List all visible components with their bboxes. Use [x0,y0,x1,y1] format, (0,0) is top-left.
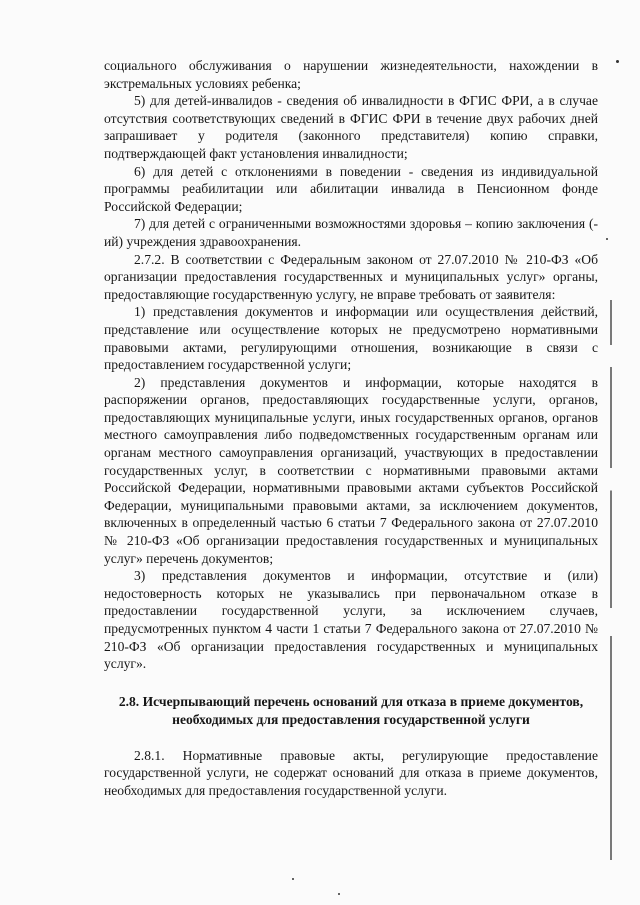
scan-speck [616,60,619,63]
scan-edge-artifact [610,300,612,860]
section-heading: 2.8. Исчерпывающий перечень оснований для отказа в приеме документов, необходимых для предоставления государственной услуги [118,693,584,727]
paragraph-7: 2) представления документов и информации, которые находятся в распоряжении органов, предоставляющих государственные услуги, органов, предоставляющих муниципальные услуги, иных государственных органов, органов местного самоуправления либо подведомственных государственным органам или органам местного самоуправления организаций, участвующих в предоставлении государственных услуг, в соответствии с нормативными правовыми актами Российской Федерации, нормативными правовыми актами субъектов Российской Федерации, муниципальными правовыми актами, за исключением документов, включенных в определенный частью 6 статьи 7 Федерального закона от 27.07.2010 № 210-ФЗ «Об организации предоставления государственных и муниципальных услуг» перечень документов; [104,374,598,566]
scan-speck [338,893,340,895]
paragraph-3: 6) для детей с отклонениями в поведении - сведения из индивидуальной программы реабилитации или абилитации инвалида в Пенсионном фонде Российской Федерации; [104,163,598,214]
paragraph-4: 7) для детей с ограниченными возможностями здоровья – копию заключения (-ий) учреждения здравоохранения. [104,216,598,249]
paragraph-1: социального обслуживания о нарушении жизнедеятельности, нахождении в экстремальных условиях ребенка; [104,58,598,91]
scan-speck [292,878,294,880]
paragraph-8: 3) представления документов и информации, отсутствие и (или) недостоверность которых не указывались при первоначальном отказе в предоставлении государственной услуги, за исключением случаев, предусмотренных пунктом 4 части 1 статьи 7 Федерального закона от 27.07.2010 № 210-ФЗ «Об организации предоставления государственных и муниципальных услуг». [104,568,598,672]
scan-speck [606,238,608,240]
document-body [104,57,598,800]
paragraph-2: 5) для детей-инвалидов - сведения об инвалидности в ФГИС ФРИ, а в случае отсутствия соответствующих сведений в ФГИС ФРИ в течение двух рабочих дней запрашивает у родителя (законного представителя) копию справки, подтверждающей факт установления инвалидности; [104,93,598,161]
paragraph-6: 1) представления документов и информации или осуществления действий, представление или осуществление которых не предусмотрено нормативными правовыми актами, регулирующими отношения, возникающие в связи с предоставлением государственной услуги; [104,304,598,373]
paragraph-final: 2.8.1. Нормативные правовые акты, регулирующие предоставление государственной услуги, не содержат оснований для отказа в приеме документов, необходимых для предоставления государственной услуги. [104,747,598,798]
paragraph-5: 2.7.2. В соответствии с Федеральным законом от 27.07.2010 № 210-ФЗ «Об организации предоставления государственных и муниципальных услуг» органы, предоставляющие государственную услугу, не вправе требовать от заявителя: [104,251,598,302]
